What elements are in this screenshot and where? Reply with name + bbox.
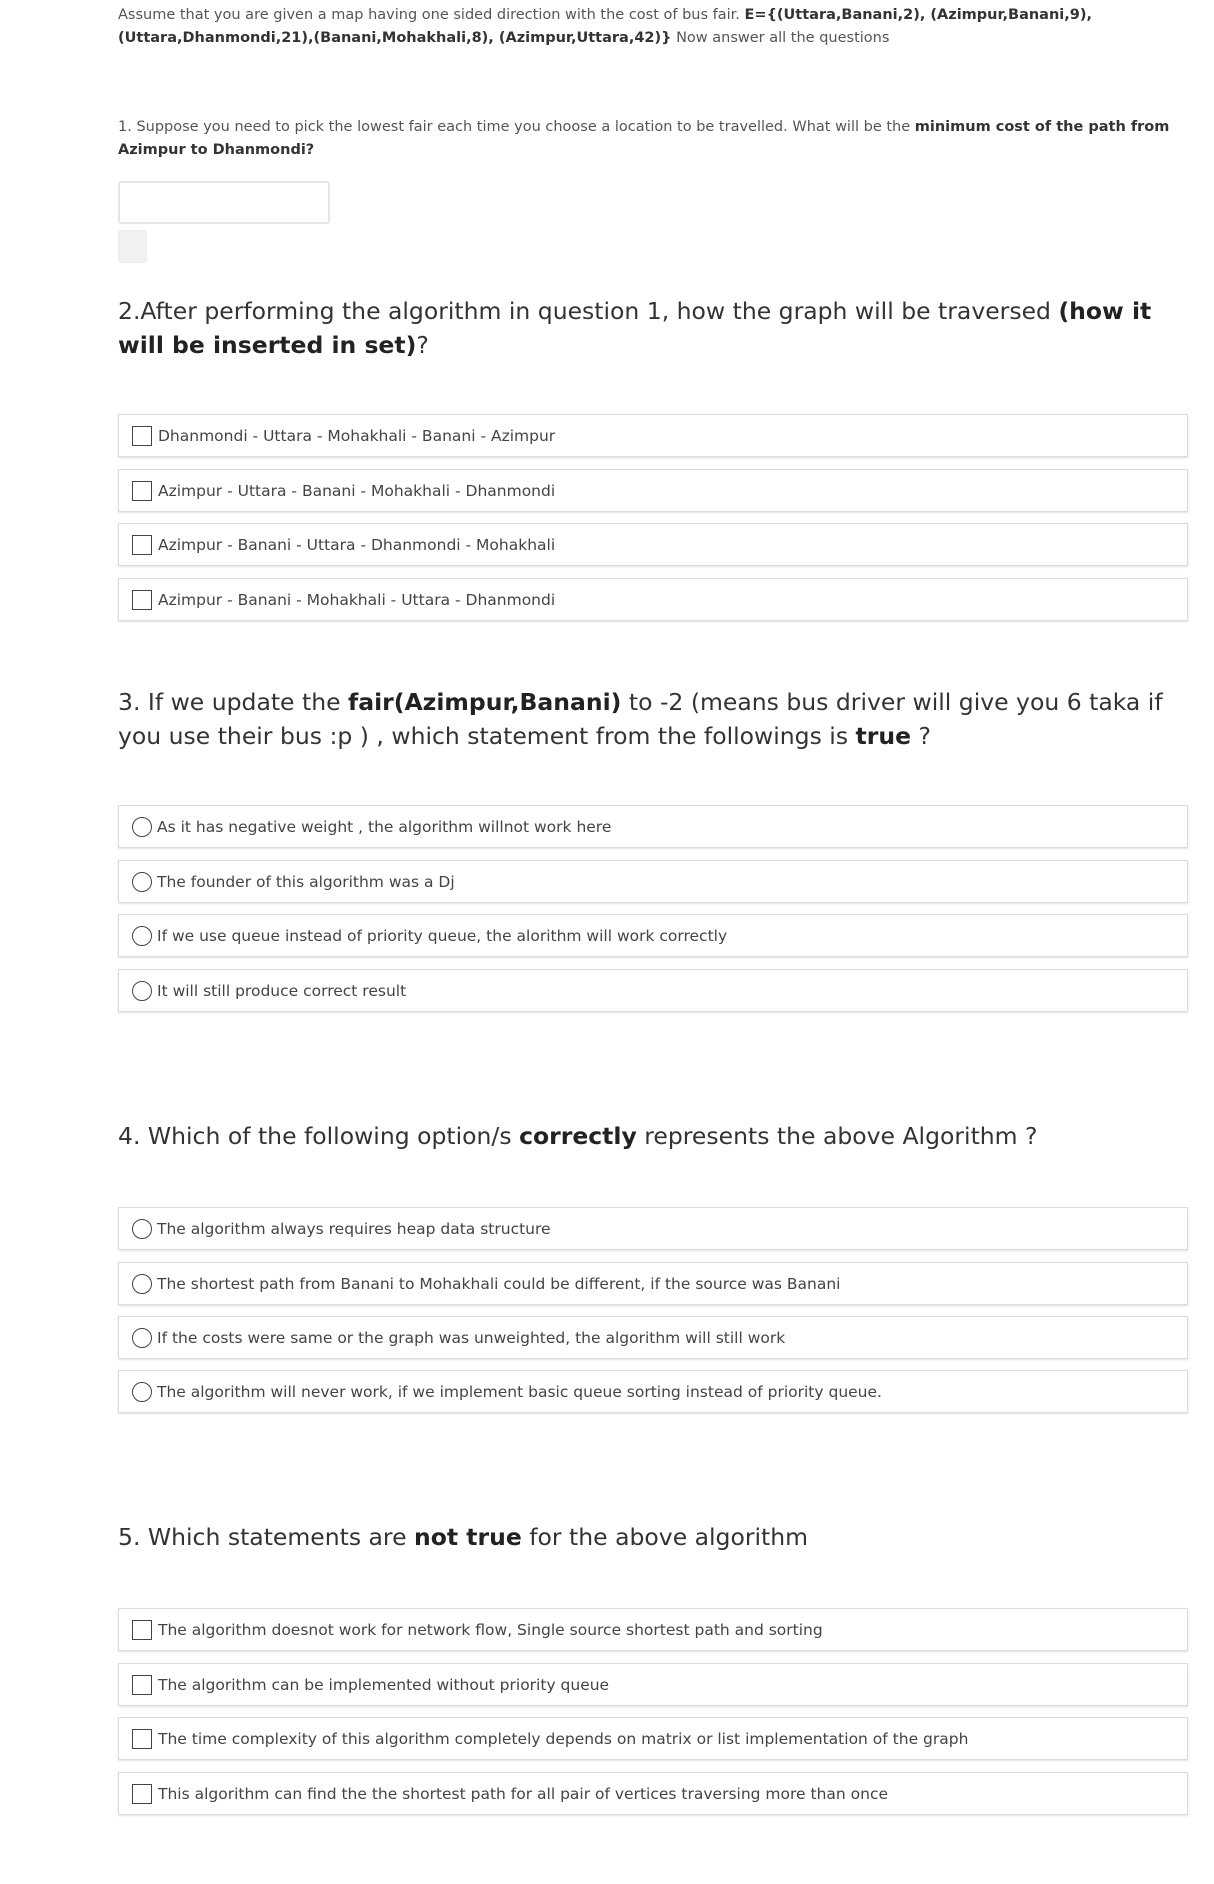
radio-icon[interactable]: [132, 817, 152, 837]
option-label: The algorithm doesnot work for network flow, Single source shortest path and sorting: [158, 1620, 823, 1639]
question-4-option[interactable]: [118, 1207, 1188, 1250]
radio-icon[interactable]: [132, 872, 152, 892]
question-3-bold-fair: fair(Azimpur,Banani): [348, 688, 622, 716]
intro-prefix: Assume that you are given a map having one sided direction with the cost of bus fair.: [118, 7, 745, 23]
question-4-bold: correctly: [519, 1122, 637, 1150]
question-3-option[interactable]: [118, 914, 1188, 957]
question-3-option[interactable]: [118, 969, 1188, 1012]
question-5-option[interactable]: [118, 1717, 1188, 1760]
checkbox-icon[interactable]: [132, 535, 152, 555]
question-3-text: [118, 685, 1198, 753]
question-4-suffix: represents the above Algorithm ?: [636, 1122, 1038, 1150]
question-2-suffix: ?: [416, 331, 429, 359]
question-1-prefix: 1. Suppose you need to pick the lowest fair each time you choose a location to be travelled. What will be the: [118, 119, 915, 135]
question-4-text: [118, 1119, 1198, 1153]
question-5-option[interactable]: [118, 1772, 1188, 1815]
intro-suffix: Now answer all the questions: [671, 30, 890, 46]
question-4-prefix: 4. Which of the following option/s: [118, 1122, 520, 1150]
question-1-bold: minimum cost of the path from Azimpur to Dhanmondi?: [118, 119, 1170, 158]
option-label: Dhanmondi - Uttara - Mohakhali - Banani - Azimpur: [158, 426, 556, 445]
question-1-answer-input[interactable]: [118, 181, 330, 224]
question-3-bold-true: true: [855, 722, 912, 750]
question-2-prefix: 2.After performing the algorithm in question 1, how the graph will be traversed: [118, 297, 1059, 325]
option-label: It will still produce correct result: [157, 981, 407, 1000]
question-3-option[interactable]: [118, 805, 1188, 848]
option-label: Azimpur - Uttara - Banani - Mohakhali - Dhanmondi: [158, 481, 556, 500]
checkbox-icon[interactable]: [132, 481, 152, 501]
option-label: The shortest path from Banani to Mohakhali could be different, if the source was Banani: [157, 1274, 841, 1293]
question-4-option[interactable]: [118, 1262, 1188, 1305]
question-3-option[interactable]: [118, 860, 1188, 903]
checkbox-icon[interactable]: [132, 426, 152, 446]
question-5-prefix: 5. Which statements are: [118, 1523, 415, 1551]
question-5-option[interactable]: [118, 1663, 1188, 1706]
option-label: If the costs were same or the graph was unweighted, the algorithm will still work: [157, 1328, 786, 1347]
radio-icon[interactable]: [132, 981, 152, 1001]
intro-text: [118, 4, 1178, 50]
radio-icon[interactable]: [132, 1382, 152, 1402]
option-label: The algorithm will never work, if we implement basic queue sorting instead of priority queue.: [157, 1382, 882, 1401]
question-2-option[interactable]: [118, 523, 1188, 566]
checkbox-icon[interactable]: [132, 1675, 152, 1695]
checkbox-icon[interactable]: [132, 1729, 152, 1749]
question-3-middle: to -2 (means bus driver will give you 6 taka if you use their bus :p ) , which statement from the followings is: [118, 688, 1163, 750]
question-1-submit-button[interactable]: [118, 230, 147, 263]
intro-edge-set: E={(Uttara,Banani,2), (Azimpur,Banani,9), (Uttara,Dhanmondi,21),(Banani,Mohakhali,8), (Azimpur,Uttara,42)}: [118, 7, 1092, 46]
question-4-option[interactable]: [118, 1370, 1188, 1413]
question-4-option[interactable]: [118, 1316, 1188, 1359]
question-5-text: [118, 1520, 1198, 1554]
radio-icon[interactable]: [132, 1274, 152, 1294]
question-2-bold: (how it will be inserted in set): [118, 297, 1152, 359]
checkbox-icon[interactable]: [132, 1784, 152, 1804]
option-label: If we use queue instead of priority queue, the alorithm will work correctly: [157, 926, 728, 945]
checkbox-icon[interactable]: [132, 590, 152, 610]
option-label: This algorithm can find the the shortest path for all pair of vertices traversing more than once: [158, 1784, 889, 1803]
option-label: Azimpur - Banani - Mohakhali - Uttara - Dhanmondi: [158, 590, 556, 609]
question-3-prefix: 3. If we update the: [118, 688, 349, 716]
question-2-option[interactable]: [118, 414, 1188, 457]
question-2-option[interactable]: [118, 578, 1188, 621]
option-label: The time complexity of this algorithm completely depends on matrix or list implementation of the graph: [158, 1729, 969, 1748]
option-label: Azimpur - Banani - Uttara - Dhanmondi - Mohakhali: [158, 535, 556, 554]
radio-icon[interactable]: [132, 1328, 152, 1348]
radio-icon[interactable]: [132, 926, 152, 946]
question-2-text: [118, 294, 1198, 362]
option-label: As it has negative weight , the algorithm willnot work here: [157, 817, 612, 836]
option-label: The algorithm always requires heap data structure: [157, 1219, 551, 1238]
checkbox-icon[interactable]: [132, 1620, 152, 1640]
option-label: The founder of this algorithm was a Dj: [157, 872, 455, 891]
question-2-option[interactable]: [118, 469, 1188, 512]
question-5-option[interactable]: [118, 1608, 1188, 1651]
question-5-suffix: for the above algorithm: [521, 1523, 809, 1551]
option-label: The algorithm can be implemented without priority queue: [158, 1675, 610, 1694]
question-1-text: [118, 116, 1196, 162]
radio-icon[interactable]: [132, 1219, 152, 1239]
question-5-bold: not true: [414, 1523, 522, 1551]
question-3-suffix: ?: [911, 722, 931, 750]
